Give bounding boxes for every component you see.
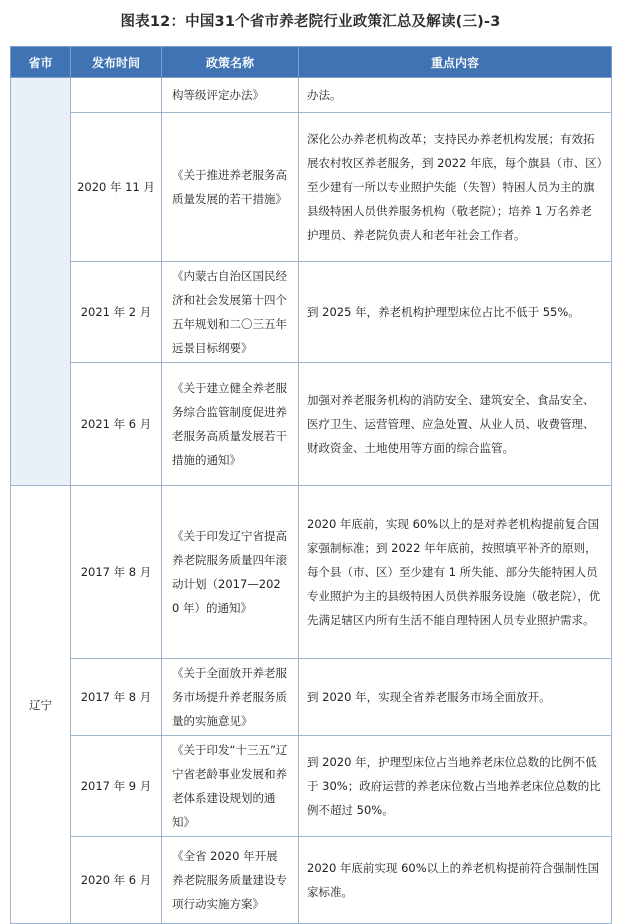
header-date: 发布时间 [71, 47, 162, 78]
table-row [11, 486, 612, 659]
policy-name-cell: 《关于印发“十三五”辽宁省老龄事业发展和养老体系建设规划的通知》 [162, 736, 299, 837]
table-row [11, 363, 612, 486]
date-cell: 2017 年 9 月 [71, 736, 162, 837]
table-row [11, 262, 612, 363]
province-cell-shaded [11, 78, 71, 486]
policy-name-cell: 《全省 2020 年开展养老院服务质量建设专项行动实施方案》 [162, 837, 299, 924]
date-cell: 2021 年 2 月 [71, 262, 162, 363]
content-cell: 深化公办养老机构改革；支持民办养老机构发展；有效拓展农村牧区养老服务，到 2022 年底，每个旗县（市、区）至少建有一所以专业照护失能（失智）特困人员为主的旗县级特困人员供养服务机构（敬老院）；培养 1 万名养老护理员、养老院负责人和老年社会工作者。 [299, 113, 612, 262]
date-cell [71, 78, 162, 113]
date-cell: 2021 年 6 月 [71, 363, 162, 486]
content-cell: 办法。 [299, 78, 612, 113]
policy-name-cell: 《关于建立健全养老服务综合监管制度促进养老服务高质量发展若干措施的通知》 [162, 363, 299, 486]
table-header-row [11, 47, 612, 78]
date-cell: 2017 年 8 月 [71, 659, 162, 736]
table-row [11, 659, 612, 736]
header-province: 省市 [11, 47, 71, 78]
table-row [11, 78, 612, 113]
content-cell: 到 2020 年，护理型床位占当地养老床位总数的比例不低于 30%；政府运营的养老床位数占当地养老床位总数的比例不超过 50%。 [299, 736, 612, 837]
header-key-content: 重点内容 [299, 47, 612, 78]
header-policy-name: 政策名称 [162, 47, 299, 78]
policy-name-cell: 构等级评定办法》 [162, 78, 299, 113]
policy-name-cell: 《关于推进养老服务高质量发展的若干措施》 [162, 113, 299, 262]
policy-name-cell: 《内蒙古自治区国民经济和社会发展第十四个五年规划和二〇三五年远景目标纲要》 [162, 262, 299, 363]
date-cell: 2020 年 6 月 [71, 837, 162, 924]
policy-name-cell: 《关于印发辽宁省提高养老院服务质量四年滚动计划（2017—2020 年）的通知》 [162, 486, 299, 659]
content-cell: 加强对养老服务机构的消防安全、建筑安全、食品安全、医疗卫生、运营管理、应急处置、从业人员、收费管理、财政资金、土地使用等方面的综合监管。 [299, 363, 612, 486]
content-cell: 2020 年底前实现 60%以上的养老机构提前符合强制性国家标准。 [299, 837, 612, 924]
content-cell: 2020 年底前，实现 60%以上的是对养老机构提前复合国家强制标准；到 2022 年年底前，按照填平补齐的原则，每个县（市、区）至少建有 1 所失能、部分失能特困人员专业照护为主的县级特困人员供养服务设施（敬老院），优先满足辖区内所有生活不能自理特困人员专业照护需求。 [299, 486, 612, 659]
policy-table [10, 46, 612, 924]
date-cell: 2020 年 11 月 [71, 113, 162, 262]
chart-title: 图表12：中国31个省市养老院行业政策汇总及解读(三)-3 [120, 14, 501, 30]
table-row [11, 736, 612, 837]
table-row [11, 837, 612, 924]
content-cell: 到 2025 年，养老机构护理型床位占比不低于 55%。 [299, 262, 612, 363]
policy-name-cell: 《关于全面放开养老服务市场提升养老服务质量的实施意见》 [162, 659, 299, 736]
date-cell: 2017 年 8 月 [71, 486, 162, 659]
province-cell: 辽宁 [11, 486, 71, 924]
content-cell: 到 2020 年，实现全省养老服务市场全面放开。 [299, 659, 612, 736]
table-row [11, 113, 612, 262]
